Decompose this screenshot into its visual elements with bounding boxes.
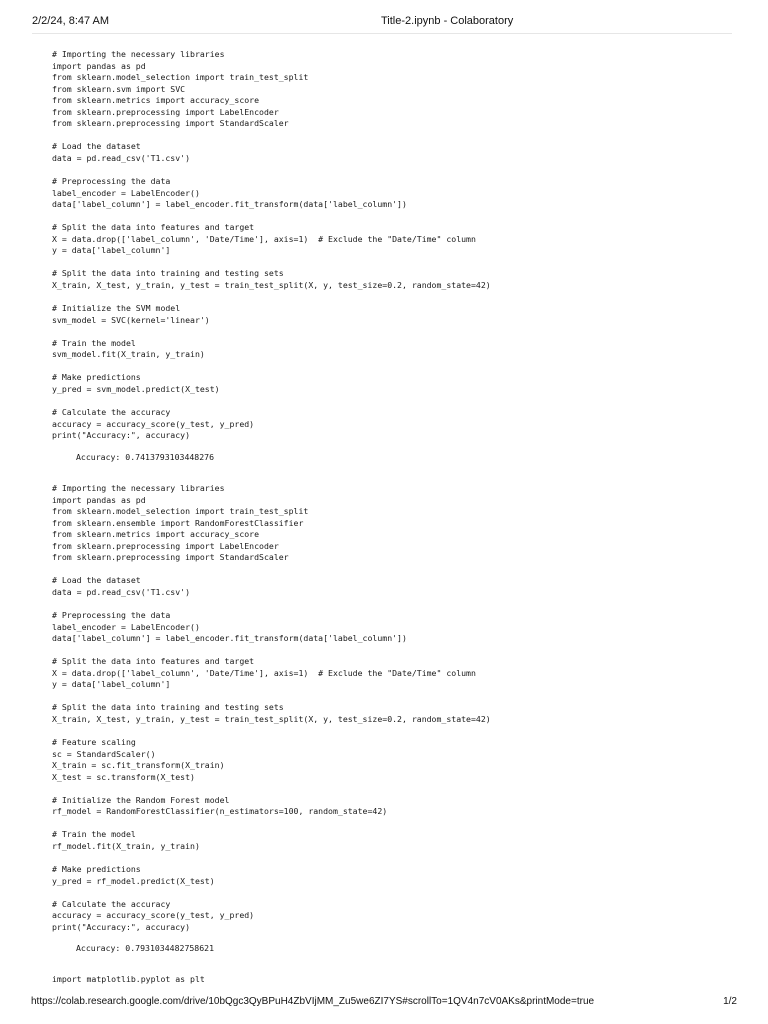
code-line: svm_model.fit(X_train, y_train) [52, 349, 205, 360]
code-cell-matplotlib [52, 974, 205, 986]
code-line: import pandas as pd [52, 60, 146, 71]
code-line: print("Accuracy:", accuracy) [52, 921, 191, 932]
code-cell-svm [52, 49, 491, 442]
code-line: # Train the model [52, 337, 136, 348]
code-line: svm_model = SVC(kernel='linear') [52, 314, 210, 325]
code-line: y_pred = rf_model.predict(X_test) [52, 875, 215, 886]
code-line: label_encoder = LabelEncoder() [52, 621, 200, 632]
code-line: # Load the dataset [52, 141, 141, 152]
code-line: accuracy = accuracy_score(y_test, y_pred) [52, 910, 255, 921]
code-line: y = data['label_column'] [52, 679, 171, 690]
code-line [52, 564, 491, 576]
code-line: import pandas as pd [52, 494, 146, 505]
print-datetime: 2/2/24, 8:47 AM [32, 15, 110, 27]
code-line [52, 783, 491, 795]
code-line [52, 598, 491, 610]
code-line: rf_model = RandomForestClassifier(n_estimators=100, random_state=42) [52, 806, 388, 817]
code-line: # Preprocessing the data [52, 176, 171, 187]
code-line: # Calculate the accuracy [52, 898, 171, 909]
code-line: # Feature scaling [52, 737, 136, 748]
code-line: print("Accuracy:", accuracy) [52, 430, 191, 441]
code-line [52, 211, 491, 223]
code-line [52, 395, 491, 407]
code-line: from sklearn.metrics import accuracy_score [52, 529, 260, 540]
code-line: from sklearn.preprocessing import StandardScaler [52, 118, 289, 129]
code-line: y = data['label_column'] [52, 245, 171, 256]
code-line: import matplotlib.pyplot as plt [52, 974, 205, 984]
code-line: # Split the data into training and testing sets [52, 268, 284, 279]
code-line: # Make predictions [52, 372, 141, 383]
code-line: data['label_column'] = label_encoder.fit_transform(data['label_column']) [52, 633, 407, 644]
print-header [0, 15, 768, 31]
code-line: X_train, X_test, y_train, y_test = train_test_split(X, y, test_size=0.2, random_state=42) [52, 713, 491, 724]
cell-output-svm: Accuracy: 0.7413793103448276 [76, 452, 215, 462]
code-line: # Train the model [52, 829, 136, 840]
code-line: X_test = sc.transform(X_test) [52, 771, 195, 782]
code-line: # Initialize the Random Forest model [52, 794, 230, 805]
code-line: rf_model.fit(X_train, y_train) [52, 840, 200, 851]
code-line [52, 361, 491, 373]
code-line [52, 164, 491, 176]
code-line: # Make predictions [52, 864, 141, 875]
page-url: https://colab.research.google.com/drive/10bQgc3QyBPuH4ZbVIjMM_Zu5we6ZI7YS#scrollTo=1QV4n7cV0AKs&printMode=true [31, 996, 595, 1007]
header-divider [32, 33, 732, 34]
code-line: X_train, X_test, y_train, y_test = train_test_split(X, y, test_size=0.2, random_state=42) [52, 279, 491, 290]
code-line: # Calculate the accuracy [52, 406, 171, 417]
code-line: accuracy = accuracy_score(y_test, y_pred) [52, 418, 255, 429]
print-footer [0, 996, 768, 1010]
code-line: X_train = sc.fit_transform(X_train) [52, 760, 225, 771]
code-line: # Split the data into features and target [52, 222, 255, 233]
code-line: sc = StandardScaler() [52, 748, 156, 759]
code-line [52, 853, 491, 865]
code-line: # Load the dataset [52, 575, 141, 586]
code-line [52, 645, 491, 657]
code-line: X = data.drop(['label_column', 'Date/Time'], axis=1) # Exclude the "Date/Time" column [52, 233, 476, 244]
code-line: # Initialize the SVM model [52, 303, 181, 314]
code-line [52, 326, 491, 338]
code-line [52, 691, 491, 703]
page-number: 1/2 [723, 996, 737, 1007]
code-line: from sklearn.model_selection import train_test_split [52, 506, 309, 517]
code-line: # Importing the necessary libraries [52, 49, 225, 59]
code-line [52, 257, 491, 269]
code-line: from sklearn.model_selection import train_test_split [52, 72, 309, 83]
code-line: from sklearn.preprocessing import StandardScaler [52, 552, 289, 563]
code-line: # Preprocessing the data [52, 610, 171, 621]
code-line: from sklearn.metrics import accuracy_score [52, 95, 260, 106]
cell-output-random-forest: Accuracy: 0.7931034482758621 [76, 943, 215, 953]
code-line: # Split the data into training and testing sets [52, 702, 284, 713]
code-line [52, 818, 491, 830]
code-line [52, 887, 491, 899]
code-line: data = pd.read_csv('T1.csv') [52, 586, 191, 597]
code-line [52, 291, 491, 303]
code-line: data = pd.read_csv('T1.csv') [52, 152, 191, 163]
code-line: label_encoder = LabelEncoder() [52, 187, 200, 198]
code-line: from sklearn.ensemble import RandomForestClassifier [52, 517, 304, 528]
code-line: from sklearn.svm import SVC [52, 83, 186, 94]
code-line: X = data.drop(['label_column', 'Date/Time'], axis=1) # Exclude the "Date/Time" column [52, 667, 476, 678]
code-line: y_pred = svm_model.predict(X_test) [52, 383, 220, 394]
code-line: # Split the data into features and target [52, 656, 255, 667]
code-line: from sklearn.preprocessing import LabelEncoder [52, 540, 279, 551]
code-cell-random-forest [52, 483, 491, 933]
code-line: from sklearn.preprocessing import LabelEncoder [52, 106, 279, 117]
code-line [52, 725, 491, 737]
document-title: Title-2.ipynb - Colaboratory [381, 15, 514, 27]
code-line [52, 130, 491, 142]
code-line: # Importing the necessary libraries [52, 483, 225, 493]
code-line: data['label_column'] = label_encoder.fit_transform(data['label_column']) [52, 199, 407, 210]
